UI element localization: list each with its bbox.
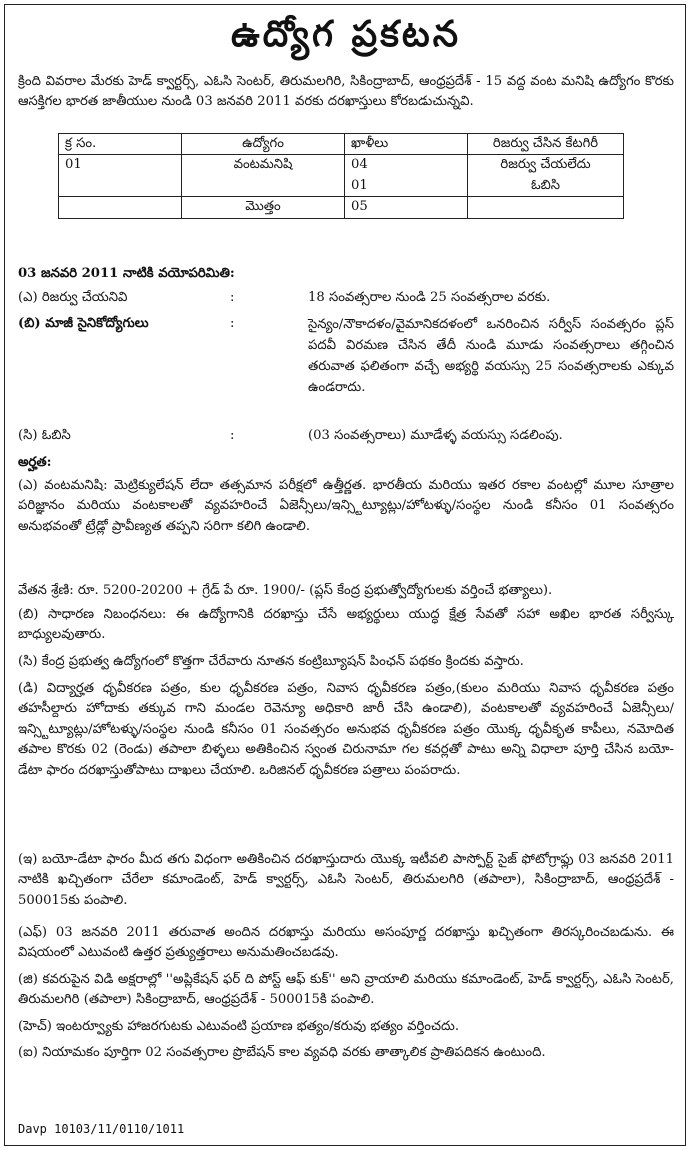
para-probation: (ఐ) నియామకం పూర్తిగా 02 సంవత్సరాల ప్రొబేషన్ కాల వ్యవధి వరకు తాత్కాలిక ప్రాతిపదికన ఉంటుంది. (18, 1045, 546, 1060)
cell-category (468, 197, 624, 218)
page-title: ఉద్యోగ ప్రకటన (231, 13, 461, 55)
cell-category: రిజర్వు చేయలేదు (468, 155, 624, 176)
header-serial: క్ర సం. (59, 134, 182, 155)
cell-total-label: మొత్తం (182, 197, 345, 218)
cell-category: ఓబిసి (468, 176, 624, 197)
cell-total-value: 05 (345, 197, 468, 218)
colon: : (230, 316, 235, 331)
table-total-row (59, 197, 624, 218)
para-photographs: (ఇ) బయో-డేటా ఫారం మీద తగు విధంగా అతికించిన దరఖాస్తుదారు యొక్క ఇటీవలి పాస్పోర్ట్ సైజ్ ఫోటోగ్రాఫ్లు 03 జనవరి 2011 నాటికి ఖచ్చితంగా చేరేలా కమాండెంట్, హెడ్ క్వార్టర్స్, ఎఓసి సెంటర్, తిరుమలగిరి (తపాలా), సికింద్రాబాద్, ఆంధ్రప్రదేశ్ - 500015కు పంపాలి. (18, 852, 674, 908)
qualification-heading: అర్హత: (18, 455, 52, 470)
age-label: (బి) మాజీ సైనికోద్యోగులు (18, 316, 149, 331)
cell-post: వంటమనిషి (182, 155, 345, 176)
intro-paragraph: క్రింది వివరాల మేరకు హెడ్ క్వార్టర్స్, ఎఓసి సెంటర్, తిరుమలగిరి, సికింద్రాబాద్, ఆంధ్రప్రదేశ్ - 15 వద్ద వంట మనిషి ఉద్యోగం కొరకు ఆసక్తిగల భారత జాతీయుల నుండి 03 జనవరి 2011 వరకు దరఖాస్తులు కోరబడుచున్నవి. (18, 74, 674, 110)
cell-vacancies: 01 (345, 176, 468, 197)
para-pay-scale: వేతన శ్రేణి: రూ. 5200-20200 + గ్రేడ్ పే రూ. 1900/- (ప్లస్ కేంద్ర ప్రభుత్వోద్యోగులకు వర్తించే భత్యాలు). (18, 583, 553, 598)
para-general-conditions: (బి) సాధారణ నిబంధనలు: ఈ ఉద్యోగానికి దరఖాస్తు చేసే అభ్యర్థులు యుద్ధ క్షేత్ర సేవతో సహా అఖిల భారత సర్వీస్కు బాధ్యులవుతారు. (18, 607, 674, 643)
cell-serial (59, 176, 182, 197)
colon: : (230, 428, 235, 443)
cell-serial: 01 (59, 155, 182, 176)
para-allowance: (హెచ్) ఇంటర్వ్యూకు హాజరగుటకు ఎటువంటి ప్రయాణ భత్యం/కరువు భత్యం వర్తించదు. (18, 1019, 460, 1034)
header-post: ఉద్యోగం (182, 134, 345, 155)
age-label: (సి) ఓబిసి (18, 428, 71, 443)
header-reserved-category: రిజర్వు చేసిన కేటగిరీ (468, 134, 624, 155)
para-pension-scheme: (సి) కేంద్ర ప్రభుత్వ ఉద్యోగంలో కొత్తగా చేరేవారు నూతన కంట్రిబ్యూషన్ పింఛన్ పథకం క్రిందకు వస్తారు. (18, 654, 524, 669)
table-header-row (59, 134, 624, 155)
table-row (59, 155, 624, 176)
age-value: (03 సంవత్సరాలు) మూడేళ్ళ వయస్సు సడలింపు. (308, 428, 563, 443)
cell-serial (59, 197, 182, 218)
vacancy-table (58, 133, 624, 219)
para-documents: (డి) విద్యార్హత ధృవీకరణ పత్రం, కుల ధృవీకరణ పత్రం, నివాస ధృవీకరణ పత్రం,(కులం మరియు నివాస ధృవీకరణ పత్రం తహసీల్దారు హోదాకు తక్కువ గాని మండల రెవెన్యూ అధికారి జారీ చేసి ఉండాలి), వంటకాలతో వ్యవహరించే ఏజెన్సీలు/ఇన్స్టిట్యూట్లు/హోటళ్ళు/సంస్థల నుండి కనీసం 01 సంవత్సరం అనుభవ ధృవీకరణ పత్రం యొక్క ధృవీకృత కాపీలు, నమోదిత తపాల కొరకు 02 (రెండు) తపాలా బిళ్ళలు అతికించిన స్వంత చిరునామా గల కవర్లతో పాటు అన్ని విధాలా పూర్తి చేసిన బయో-డేటా ఫారం దరఖాస్తుతోపాటు దాఖలు చేయాలి. ఒరిజినల్ ధృవీకరణ పత్రాలు పంపరాదు. (18, 681, 674, 778)
age-limit-heading: 03 జనవరి 2011 నాటికి వయోపరిమితి: (18, 266, 235, 281)
colon: : (230, 290, 235, 305)
para-rejection: (ఎఫ్) 03 జనవరి 2011 తరువాత అందిన దరఖాస్తు మరియు అసంపూర్ణ దరఖాస్తు ఖచ్చితంగా తిరస్కరించబడును. ఈ విషయంలో ఎటువంటి ఉత్తర ప్రత్యుత్తరాలు అనుమతించబడవు. (18, 925, 674, 961)
cell-vacancies: 04 (345, 155, 468, 176)
age-value: 18 సంవత్సరాల నుండి 25 సంవత్సరాల వరకు. (308, 290, 551, 305)
davp-code: Davp 10103/11/0110/1011 (18, 1122, 185, 1136)
age-label: (ఎ) రిజర్వు చేయనివి (18, 290, 128, 305)
age-value: సైన్యం/నౌకాదళం/వైమానికదళంలో ఒనరించిన సర్వీస్ సంవత్సరం ప్లస్ పదవీ విరమణ చేసిన తేదీ నుండి మూడు సంవత్సరాలు తగ్గించిన తరువాత ఫలితంగా వచ్చే అభ్యర్థి వయస్సు 25 సంవత్సరాలకు ఎక్కువ ఉండరాదు. (308, 317, 674, 395)
table-row (59, 176, 624, 197)
header-vacancies: ఖాళీలు (345, 134, 468, 155)
para-cook-qualification: (ఎ) వంటమనిషి: మెట్రిక్యులేషన్ లేదా తత్సమాన పరీక్షలో ఉత్తీర్ణత. భారతీయ మరియు ఇతర రకాల వంటల్లో మూల సూత్రాల పరిజ్ఞానం మరియు వంటకాలతో వ్యవహరించే ఏజెన్సీలు/ఇన్స్టిట్యూట్లు/హోటళ్ళు/సంస్థల నుండి కనీసం 01 సంవత్సరం అనుభవంతో ట్రేడ్లో ప్రావీణ్యత తప్పని సరిగా కలిగి ఉండాలి. (18, 478, 674, 534)
para-envelope: (జి) కవరుపైన విడి అక్షరాల్లో ''అప్లికేషన్ ఫర్ ది పోస్ట్ ఆఫ్ కుక్'' అని వ్రాయాలి మరియు కమాండెంట్, హెడ్ క్వార్టర్స్, ఎఓసి సెంటర్, తిరుమలగిరి (తపాలా) సికింద్రాబాద్, ఆంధ్రప్రదేశ్ - 500015కి పంపాలి. (18, 972, 674, 1008)
cell-post (182, 176, 345, 197)
